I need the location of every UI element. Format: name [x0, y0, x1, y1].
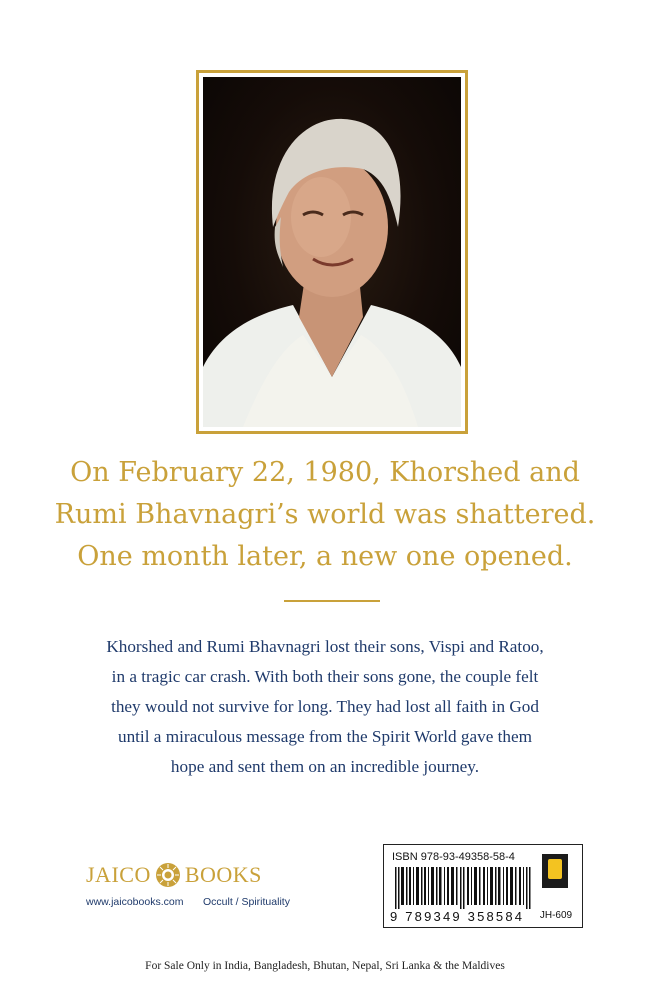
- headline-line-2: Rumi Bhavnagri’s world was shattered.: [54, 499, 596, 530]
- headline-line-1: On February 22, 1980, Khorshed and: [70, 457, 580, 488]
- publisher-name-right: BOOKS: [184, 862, 262, 887]
- barcode-bars: [395, 867, 533, 909]
- publisher-name-left: JAICO: [86, 862, 151, 887]
- product-code-block: [536, 852, 576, 924]
- book-category: Occult / Spirituality: [203, 896, 290, 908]
- publisher-logo: [86, 862, 262, 888]
- blurb-line-1: Khorshed and Rumi Bhavnagri lost their sons, Vispi and Ratoo,: [106, 637, 544, 656]
- publisher-website-link[interactable]: www.jaicobooks.com: [86, 896, 184, 908]
- barcode-digits: 9 789349 358584: [390, 909, 525, 924]
- blurb-line-4: until a miraculous message from the Spirit World gave them: [117, 727, 533, 746]
- blurb-line-2: in a tragic car crash. With both their sons gone, the couple felt: [111, 667, 539, 686]
- sale-territory-notice: For Sale Only in India, Bangladesh, Bhutan, Nepal, Sri Lanka & the Maldives: [145, 960, 505, 972]
- blurb-line-3: they would not survive for long. They had lost all faith in God: [111, 697, 539, 716]
- author-photo: [203, 77, 461, 427]
- author-photo-frame: [196, 70, 468, 434]
- isbn-label: ISBN 978-93-49358-58-4: [392, 851, 515, 863]
- blurb-line-5: hope and sent them on an incredible journey.: [170, 757, 480, 776]
- headline-line-3: One month later, a new one opened.: [77, 541, 573, 572]
- author-portrait-illustration: [203, 77, 461, 427]
- product-code: JH-609: [539, 910, 573, 921]
- synopsis-blurb: [70, 632, 580, 782]
- gold-divider: [284, 600, 380, 602]
- sun-emblem-icon: [155, 862, 181, 888]
- jaico-book-icon: [542, 854, 568, 888]
- back-cover-headline: [0, 452, 650, 578]
